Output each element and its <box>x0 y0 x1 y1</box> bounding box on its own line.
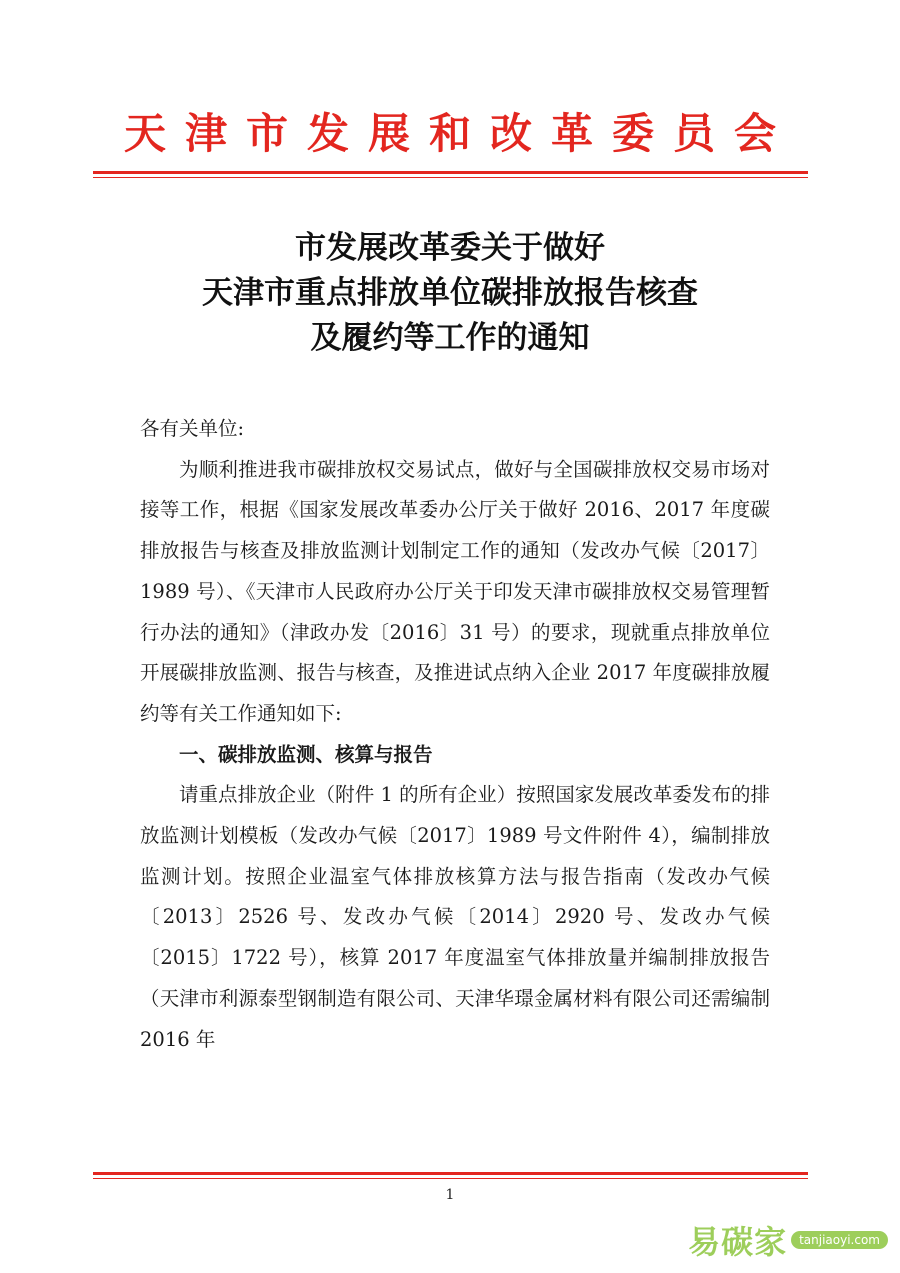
intro-paragraph: 为顺利推进我市碳排放权交易试点，做好与全国碳排放权交易市场对接等工作，根据《国家发展改革委办公厅关于做好 2016、2017 年度碳排放报告与核查及排放监测计划制定工作的通知（发改办气候〔2017〕1989 号）、《天津市人民政府办公厅关于印发天津市碳排放权交易管理暂行办法的通知》（津政办发〔2016〕31 号）的要求，现就重点排放单位开展碳排放监测、报告与核查，及推进试点纳入企业 2017 年度碳排放履约等有关工作通知如下: <box>140 457 770 725</box>
watermark-logo: 易碳家 <box>688 1223 788 1261</box>
title-line-1: 市发展改革委关于做好 <box>295 230 605 266</box>
document-body <box>140 409 770 1060</box>
masthead-red-rule <box>93 171 808 178</box>
title-line-2: 天津市重点排放单位碳排放报告核查 <box>202 275 698 311</box>
title-line-3: 及履约等工作的通知 <box>310 320 590 356</box>
page-number: 1 <box>445 1187 455 1203</box>
footer-rule-thin <box>93 1178 808 1179</box>
document-title <box>0 226 900 361</box>
red-rule-thick <box>93 171 808 174</box>
salutation: 各有关单位: <box>140 417 245 440</box>
watermark-site-badge: tanjiaoyi.com <box>791 1231 888 1249</box>
section-1-heading: 一、碳排放监测、核算与报告 <box>179 742 433 766</box>
issuer-masthead: 天津市发展和改革委员会 <box>123 109 795 158</box>
site-watermark <box>688 1217 888 1263</box>
section-1-paragraph: 请重点排放企业（附件 1 的所有企业）按照国家发展改革委发布的排放监测计划模板（发改办气候〔2017〕1989 号文件附件 4），编制排放监测计划。按照企业温室气体排放核算方法与报告指南（发改办气候〔2013〕2526 号、发改办气候〔2014〕2920 号、发改办气候〔2015〕1722 号），核算 2017 年度温室气体排放量并编制排放报告（天津市利源泰型钢制造有限公司、天津华璟金属材料有限公司还需编制 2016 年 <box>140 783 770 1051</box>
red-rule-thin <box>93 177 808 178</box>
footer-red-rule <box>93 1172 808 1179</box>
footer-rule-thick <box>93 1172 808 1175</box>
